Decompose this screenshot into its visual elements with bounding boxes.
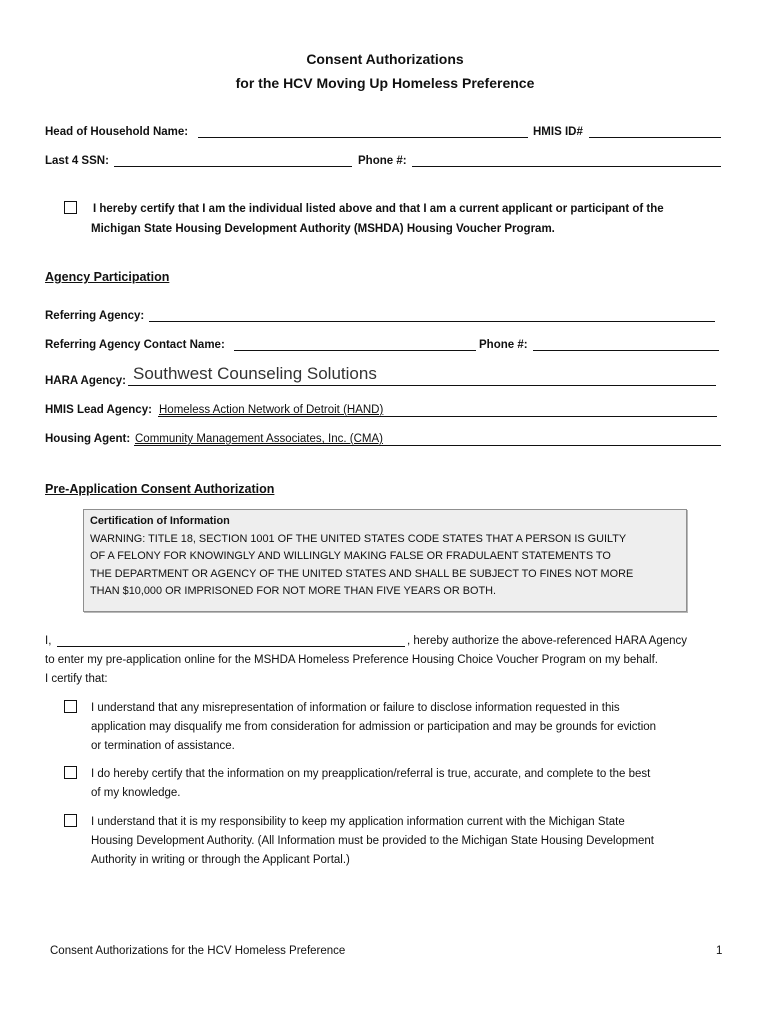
identity-certification-line-2: Michigan State Housing Development Authority (MSHDA) Housing Voucher Program. xyxy=(91,223,555,235)
last-4-ssn-label: Last 4 SSN: xyxy=(45,155,109,167)
phone-field[interactable] xyxy=(412,166,721,167)
authorization-line-2: to enter my pre-application online for the MSHDA Homeless Preference Housing Choice Voucher Program on my behalf. xyxy=(45,654,658,666)
misrepresentation-line-2: application may disqualify me from consideration for admission or participation and may be grounds for eviction xyxy=(91,721,657,733)
referring-phone-label: Phone #: xyxy=(479,339,528,351)
head-of-household-field[interactable] xyxy=(198,137,528,138)
phone-label: Phone #: xyxy=(358,155,407,167)
referring-contact-field[interactable] xyxy=(234,350,476,351)
referring-contact-label: Referring Agency Contact Name: xyxy=(45,339,225,351)
authorization-prefix: I, xyxy=(45,635,52,647)
certification-warning-line-3: THE DEPARTMENT OR AGENCY OF THE UNITED STATES AND SHALL BE SUBJECT TO FINES NOT MORE xyxy=(90,567,634,580)
update-responsibility-checkbox[interactable] xyxy=(64,814,77,827)
last-4-ssn-field[interactable] xyxy=(114,166,352,167)
update-responsibility-line-1: I understand that it is my responsibility to keep my application information current with the Michigan State xyxy=(91,816,625,828)
certification-warning-line-4: THAN $10,000 OR IMPRISONED FOR NOT MORE THAN FIVE YEARS OR BOTH. xyxy=(90,585,497,597)
document-title-line-2: for the HCV Moving Up Homeless Preference xyxy=(235,75,535,91)
authorization-line-3: I certify that: xyxy=(45,673,108,685)
certification-warning-line-2: OF A FELONY FOR KNOWINGLY AND WILLINGLY MAKING FALSE OR FRADULAENT STATEMENTS TO xyxy=(90,550,611,562)
hmis-lead-agency-label: HMIS Lead Agency: xyxy=(45,404,152,416)
misrepresentation-line-1: I understand that any misrepresentation of information or failure to disclose information requested in this xyxy=(91,702,620,714)
referring-agency-label: Referring Agency: xyxy=(45,310,145,322)
authorization-suffix: , hereby authorize the above-referenced HARA Agency xyxy=(407,635,688,647)
identity-certification-line-1: I hereby certify that I am the individual listed above and that I am a current applicant or participant of the xyxy=(93,203,664,215)
document-title-line-1: Consent Authorizations xyxy=(306,51,464,67)
certification-box-title: Certification of Information xyxy=(90,515,230,527)
hara-agency-label: HARA Agency: xyxy=(45,375,126,387)
footer-text: Consent Authorizations for the HCV Homeless Preference xyxy=(50,945,346,957)
hmis-id-label: HMIS ID# xyxy=(533,126,583,138)
housing-agent-value: Community Management Associates, Inc. (CMA) xyxy=(135,433,383,445)
misrepresentation-line-3: or termination of assistance. xyxy=(91,740,235,752)
page-number: 1 xyxy=(716,945,723,957)
accuracy-checkbox[interactable] xyxy=(64,766,77,779)
agency-participation-heading: Agency Participation xyxy=(45,270,170,284)
pre-application-heading: Pre-Application Consent Authorization xyxy=(45,482,275,496)
hara-agency-value: Southwest Counseling Solutions xyxy=(133,364,377,383)
accuracy-line-1: I do hereby certify that the information on my preapplication/referral is true, accurate, and complete to the best xyxy=(91,768,651,780)
identity-certification-checkbox[interactable] xyxy=(64,201,77,214)
referring-agency-field[interactable] xyxy=(149,321,715,322)
update-responsibility-line-2: Housing Development Authority. (All Information must be provided to the Michigan State Housing Development xyxy=(91,835,654,847)
certification-warning-line-1: WARNING: TITLE 18, SECTION 1001 OF THE UNITED STATES CODE STATES THAT A PERSON IS GUILTY xyxy=(90,532,627,545)
certification-warning-box xyxy=(83,509,687,612)
update-responsibility-line-3: Authority in writing or through the Applicant Portal.) xyxy=(91,854,350,866)
accuracy-line-2: of my knowledge. xyxy=(91,787,181,799)
hara-agency-field-line[interactable] xyxy=(128,385,716,386)
authorization-name-field[interactable] xyxy=(57,646,405,647)
referring-phone-field[interactable] xyxy=(533,350,719,351)
hmis-id-field[interactable] xyxy=(589,137,721,138)
head-of-household-label: Head of Household Name: xyxy=(45,126,189,138)
housing-agent-label: Housing Agent: xyxy=(45,433,131,445)
misrepresentation-checkbox[interactable] xyxy=(64,700,77,713)
hmis-lead-agency-value: Homeless Action Network of Detroit (HAND) xyxy=(159,404,384,416)
certification-warning-text xyxy=(90,513,680,601)
